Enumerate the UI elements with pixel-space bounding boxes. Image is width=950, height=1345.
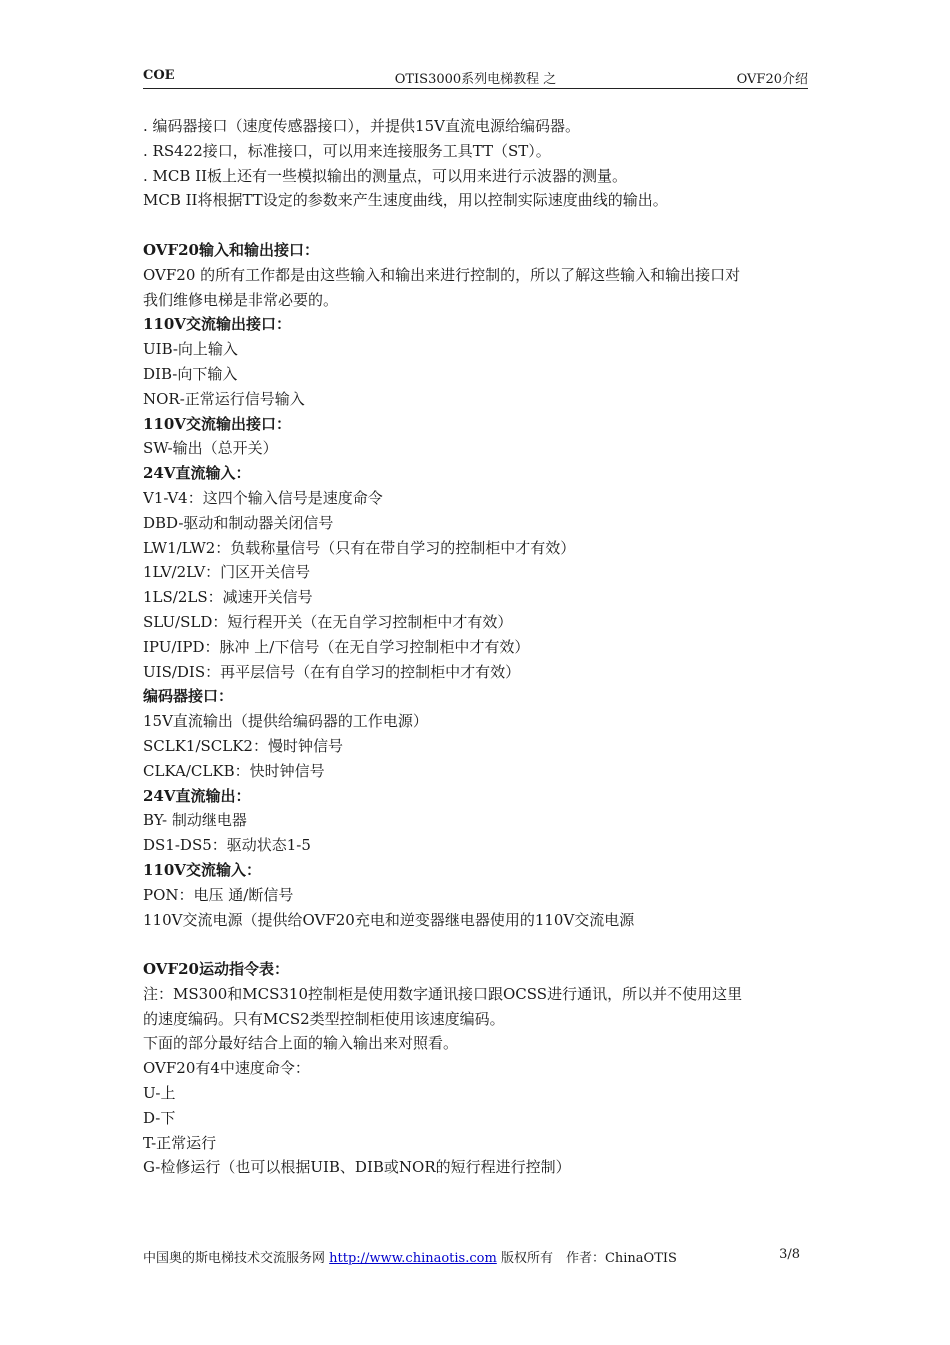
note-line: 的速度编码。只有MCS2类型控制柜使用该速度编码。 <box>143 1009 505 1028</box>
intro-line: . MCB II板上还有一些模拟输出的测量点，可以用来进行示波器的测量。 <box>143 166 628 185</box>
page-header <box>143 66 808 89</box>
intro-line: . RS422接口，标准接口，可以用来连接服务工具TT（ST）。 <box>143 141 551 160</box>
subsection-heading: 110V交流输入： <box>143 860 261 879</box>
list-item: 15V直流输出（提供给编码器的工作电源） <box>143 712 428 731</box>
subsection-heading: 110V交流输出接口： <box>143 315 291 334</box>
list-item: BY- 制动继电器 <box>143 811 247 830</box>
list-item: T-正常运行 <box>143 1133 217 1152</box>
header-right: OVF20介绍 <box>736 72 808 87</box>
spacer <box>143 932 808 957</box>
note-line: 注：MS300和MCS310控制柜是使用数字通讯接口跟OCSS进行通讯，所以并不使用这里 <box>143 984 743 1003</box>
subsection-heading: 24V直流输出： <box>143 786 251 805</box>
section-heading: OVF20运动指令表： <box>143 960 289 979</box>
list-item: UIS/DIS：再平层信号（在有自学习的控制柜中才有效） <box>143 662 521 681</box>
footer-suffix: 版权所有 作者：ChinaOTIS <box>500 1251 677 1266</box>
subsection-heading: 编码器接口： <box>143 687 234 706</box>
subsection-heading: 110V交流输出接口： <box>143 414 291 433</box>
page-footer <box>143 1247 800 1266</box>
list-item: 下面的部分最好结合上面的输入输出来对照看。 <box>143 1034 459 1053</box>
list-item: PON：电压 通/断信号 <box>143 885 294 904</box>
list-item: 110V交流电源（提供给OVF20充电和逆变器继电器使用的110V交流电源 <box>143 910 635 929</box>
list-item: SW-输出（总开关） <box>143 439 278 458</box>
intro-line: . 编码器接口（速度传感器接口），并提供15V直流电源给编码器。 <box>143 117 580 135</box>
list-item: SCLK1/SCLK2：慢时钟信号 <box>143 736 343 755</box>
spacer <box>143 213 808 238</box>
list-item: U-上 <box>143 1084 176 1103</box>
list-item: OVF20有4中速度命令： <box>143 1059 310 1078</box>
list-item: UIB-向上输入 <box>143 340 238 359</box>
list-item: V1-V4：这四个输入信号是速度命令 <box>143 488 383 507</box>
list-item: SLU/SLD：短行程开关（在无自学习控制柜中才有效） <box>143 612 513 631</box>
list-item: DBD-驱动和制动器关闭信号 <box>143 513 334 532</box>
header-left: COE <box>143 68 175 83</box>
section-heading: OVF20输入和输出接口： <box>143 240 319 259</box>
list-item: DS1-DS5：驱动状态1-5 <box>143 836 311 855</box>
subsection-heading: 24V直流输入： <box>143 464 251 483</box>
list-item: CLKA/CLKB：快时钟信号 <box>143 761 325 780</box>
page-number: 3/8 <box>779 1247 800 1262</box>
list-item: D-下 <box>143 1108 176 1127</box>
list-item: NOR-正常运行信号输入 <box>143 389 305 408</box>
list-item: 1LS/2LS：减速开关信号 <box>143 588 313 607</box>
paragraph-line: OVF20 的所有工作都是由这些输入和输出来进行控制的，所以了解这些输入和输出接口对 <box>143 265 741 284</box>
header-center: OTIS3000系列电梯教程 之 <box>394 72 557 87</box>
footer-link[interactable]: http://www.chinaotis.com <box>329 1251 497 1266</box>
paragraph-line: 我们维修电梯是非常必要的。 <box>143 290 339 309</box>
list-item: G-检修运行（也可以根据UIB、DIB或NOR的短行程进行控制） <box>143 1158 571 1177</box>
intro-line: MCB II将根据TT设定的参数来产生速度曲线，用以控制实际速度曲线的输出。 <box>143 191 668 210</box>
list-item: 1LV/2LV：门区开关信号 <box>143 563 311 582</box>
footer-prefix: 中国奥的斯电梯技术交流服务网 <box>143 1251 326 1266</box>
page-body <box>143 114 808 1180</box>
list-item: IPU/IPD：脉冲 上/下信号（在无自学习控制柜中才有效） <box>143 637 530 656</box>
list-item: DIB-向下输入 <box>143 364 238 383</box>
list-item: LW1/LW2：负载称量信号（只有在带自学习的控制柜中才有效） <box>143 538 576 557</box>
